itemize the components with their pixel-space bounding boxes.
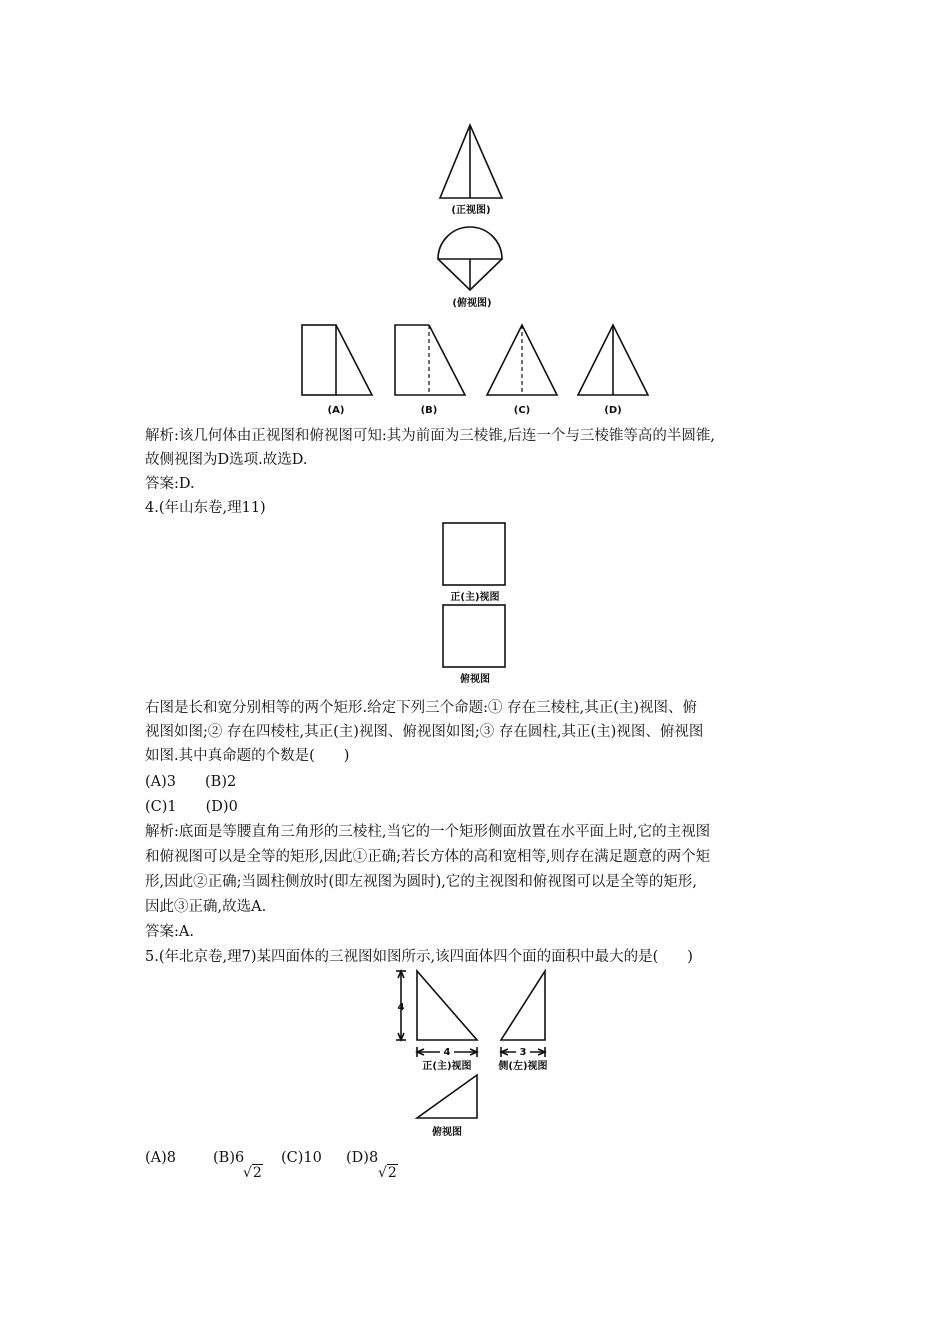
q4-answer: 答案:A. [145, 924, 194, 940]
q4-top-rectangle [443, 605, 505, 667]
q3-answer: 答案:D. [145, 476, 195, 492]
q5-front-view-triangle [417, 971, 477, 1040]
q5-option-a: (A)8 [145, 1150, 177, 1166]
q3-top-view-figure [430, 218, 520, 318]
q4-analysis-line-2: 和俯视图可以是全等的矩形,因此①正确;若长方体的高和宽相等,则存在满足题意的两个矩 [145, 849, 711, 865]
option-a-caption: (A) [327, 405, 345, 416]
q4-analysis-line-4: 因此③正确,故选A. [145, 899, 267, 915]
q5-option-d-sqrt: √2 [378, 1165, 397, 1181]
option-a-figure [302, 325, 372, 395]
q4-stem-line-2: 视图如图;② 存在四棱柱,其正(主)视图、俯视图如图;③ 存在圆柱,其正(主)视图、俯视图 [145, 724, 704, 740]
top-view-semicircle [438, 227, 502, 259]
q5-option-d-radicand: 2 [387, 1165, 397, 1181]
q4-analysis-line-3: 形,因此②正确;当圆柱侧放时(即左视图为圆时),它的主视图和俯视图可以是全等的矩形, [145, 874, 698, 890]
q5-front-caption: 正(主)视图 [422, 1061, 472, 1072]
q4-top-view-figure [440, 602, 515, 687]
q5-front-width-label: 4 [443, 1047, 451, 1058]
q4-header: 4.(年山东卷,理11) [145, 500, 266, 516]
q3-front-view-figure [430, 120, 520, 220]
q5-option-b-sqrt: √2 [243, 1165, 262, 1181]
option-c-caption: (C) [513, 405, 531, 416]
q4-analysis-line-1: 解析:底面是等腰直角三角形的三棱柱,当它的一个矩形侧面放置在水平面上时,它的主视图 [145, 824, 711, 840]
q3-analysis-line-2: 故侧视图为D选项.故选D. [145, 452, 308, 468]
q5-option-b: (B)6 [213, 1150, 245, 1166]
front-view-triangle [440, 125, 502, 198]
q5-top-view-triangle [417, 1075, 477, 1118]
option-c-figure [487, 325, 557, 395]
q3-options-figure [295, 320, 640, 420]
q5-option-d: (D)8 [346, 1150, 379, 1166]
q5-three-view-figure [390, 968, 565, 1148]
q4-front-rectangle [443, 523, 505, 585]
q5-side-view-triangle [501, 971, 545, 1040]
option-b-caption: (B) [420, 405, 438, 416]
q5-option-c: (C)10 [281, 1150, 322, 1166]
q5-side-caption: 侧(左)视图 [498, 1061, 548, 1072]
q4-stem-line-1: 右图是长和宽分别相等的两个矩形.给定下列三个命题:① 存在三棱柱,其正(主)视图、俯 [145, 700, 698, 716]
q5-top-caption: 俯视图 [432, 1127, 462, 1138]
q4-top-caption: 俯视图 [460, 674, 490, 685]
q4-options-line-1: (A)3 (B)2 [145, 774, 237, 790]
q5-side-width-label: 3 [519, 1047, 527, 1058]
option-d-caption: (D) [604, 405, 622, 416]
front-view-caption: (正视图) [451, 205, 491, 216]
q4-front-view-figure [440, 520, 515, 605]
q5-height-label: 4 [397, 1002, 405, 1013]
q3-analysis-line-1: 解析:该几何体由正视图和俯视图可知:其为前面为三棱锥,后连一个与三棱锥等高的半圆锥, [145, 428, 715, 444]
q4-stem-line-3: 如图.其中真命题的个数是( ) [145, 748, 350, 764]
q4-front-caption: 正(主)视图 [450, 592, 500, 603]
top-view-caption: (俯视图) [452, 298, 492, 309]
option-b-figure [395, 325, 465, 395]
q4-options-line-2: (C)1 (D)0 [145, 799, 238, 815]
q5-option-b-radicand: 2 [252, 1165, 262, 1181]
option-d-figure [578, 325, 648, 395]
q5-header: 5.(年北京卷,理7)某四面体的三视图如图所示,该四面体四个面的面积中最大的是( ) [145, 949, 693, 965]
